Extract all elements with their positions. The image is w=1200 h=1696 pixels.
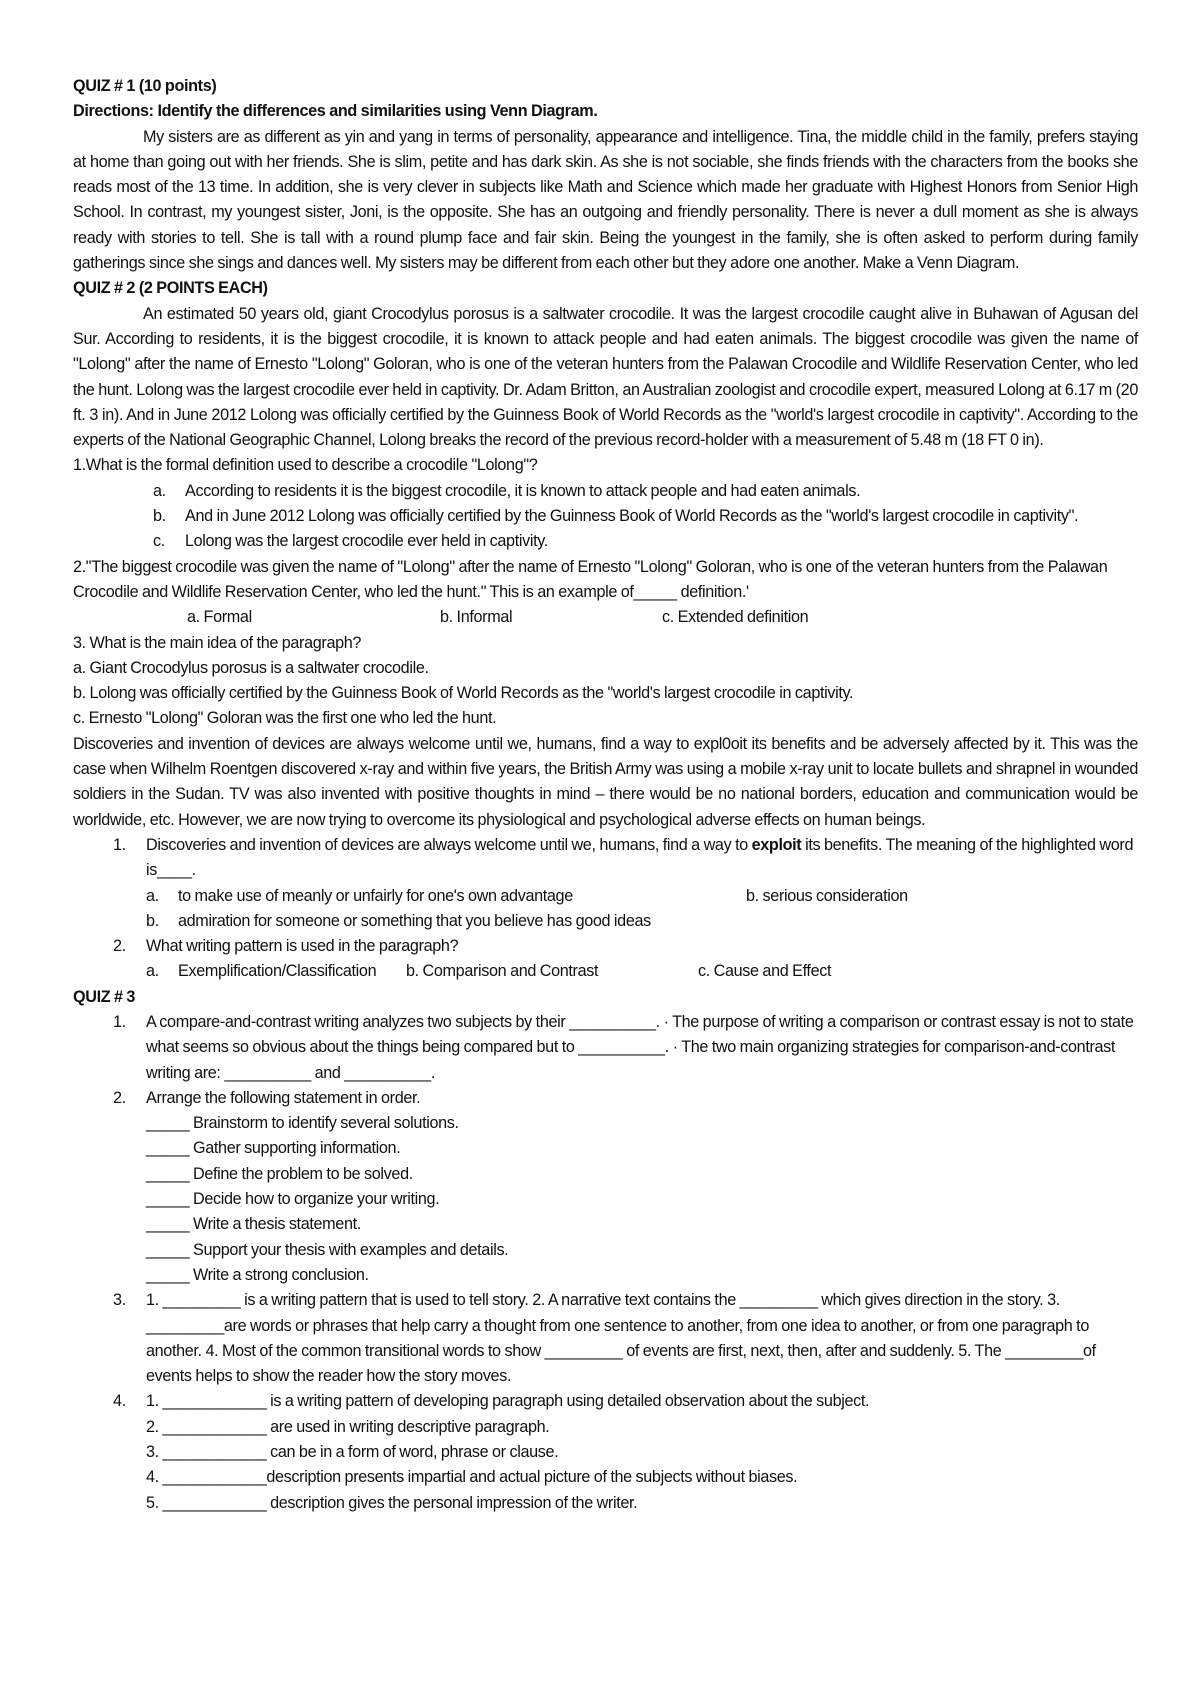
item-text <box>146 833 1138 884</box>
option-text: b. serious consideration <box>746 886 908 905</box>
quiz3-item4 <box>73 1389 1138 1515</box>
item-number: 1. <box>113 1012 126 1031</box>
option-text: According to residents it is the biggest crocodile, it is known to attack people and had eaten animals. <box>185 481 861 500</box>
quiz2-q1-option-b <box>73 504 1138 529</box>
item-text-post: its benefits. The meaning of the highlighted word is____. <box>146 835 1134 880</box>
step-line: _____ Write a strong conclusion. <box>146 1265 369 1284</box>
quiz1-title: QUIZ # 1 (10 points) <box>73 77 217 95</box>
option-label: b. <box>153 507 166 526</box>
quiz2-q3-question: 3. What is the main idea of the paragraph? <box>73 633 362 652</box>
option-text: And in June 2012 Lolong was officially certified by the Guinness Book of World Records as the "world's largest crocodile in captivity". <box>185 507 1079 526</box>
item-number: 2. <box>113 1088 126 1107</box>
item-text-pre: Discoveries and invention of devices are always welcome until we, humans, find a way to <box>146 835 752 854</box>
step-line: _____ Brainstorm to identify several solutions. <box>146 1114 459 1133</box>
quiz2-p2-options <box>73 959 1138 984</box>
item-text: A compare-and-contrast writing analyzes two subjects by their __________. · The purpose of writing a comparison or contrast essay is not to state what seems so obvious about the things being compared but to __________. · The two main organizing strategies for comparison-and-contrast writing are: __________ and __________. <box>146 1012 1134 1082</box>
item-number: 3. <box>113 1291 126 1310</box>
item-body <box>146 1389 869 1515</box>
option-text: admiration for someone or something that you believe has good ideas <box>178 911 651 930</box>
item-text: Arrange the following statement in order. <box>146 1088 421 1107</box>
quiz3-item1 <box>73 1010 1138 1086</box>
quiz2-p1-option-b-row <box>73 909 1138 934</box>
option-label: c. <box>153 532 165 551</box>
quiz2-q1-option-a <box>73 479 1138 504</box>
fill-line: 3. ____________ can be in a form of word, phrase or clause. <box>146 1443 559 1462</box>
quiz2-passage2: Discoveries and invention of devices are always welcome until we, humans, find a way to expl0oit its benefits and be adversely affected by it. This was the case when Wilhelm Roentgen discovered x-ray and within five years, the British Army was using a mobile x-ray unit to locate bullets and shrapnel in wounded soldiers in the Sudan. TV was also invented with positive thoughts in mind – there would be no national borders, education and communication would be worldwide, etc. However, we are now trying to overcome its physiological and psychological adverse effects on human beings. <box>73 734 1138 829</box>
item-number: 2. <box>113 937 126 956</box>
item-number: 4. <box>113 1392 126 1411</box>
quiz2-q3-option-b: b. Lolong was officially certified by the Guinness Book of World Records as the "world's largest crocodile in captivity. <box>73 684 854 703</box>
fill-line: 4. ____________description presents impartial and actual picture of the subjects without biases. <box>146 1468 798 1487</box>
step-line: _____ Write a thesis statement. <box>146 1215 361 1234</box>
option-text: c. Cause and Effect <box>698 962 832 981</box>
quiz2-title: QUIZ # 2 (2 POINTS EACH) <box>73 279 268 298</box>
option-text: Lolong was the largest crocodile ever held in captivity. <box>185 532 548 551</box>
quiz2-q2-option-b: b. Informal <box>440 608 513 627</box>
quiz2-p2 <box>73 934 1138 959</box>
step-line: _____ Support your thesis with examples and details. <box>146 1240 509 1259</box>
option-text: to make use of meanly or unfairly for one's own advantage <box>178 886 573 905</box>
item-number: 1. <box>113 835 126 854</box>
quiz1-directions: Directions: Identify the differences and similarities using Venn Diagram. <box>73 102 598 121</box>
quiz-document <box>73 74 1138 1516</box>
fill-line: 2. ____________ are used in writing descriptive paragraph. <box>146 1417 550 1436</box>
option-label: a. <box>146 886 159 905</box>
quiz2-q3-option-c: c. Ernesto "Lolong" Goloran was the first one who led the hunt. <box>73 709 497 728</box>
option-label: a. <box>153 481 166 500</box>
quiz2-p1-option-a-row <box>73 884 1138 909</box>
option-label: a. <box>146 962 159 981</box>
option-text: Exemplification/Classification <box>178 962 377 981</box>
item-text: 1. _________ is a writing pattern that is used to tell story. 2. A narrative text contains the _________ which gives direction in the story. 3. _________are words or phrases that help carry a thought from one sentence to another, from one idea to another, or from one paragraph to another. 4. Most of the common transitional words to show _________ of events are first, next, then, after and suddenly. 5. The _________of events helps to show the reader how the story moves. <box>146 1291 1096 1386</box>
quiz2-q1-option-c <box>73 529 1138 554</box>
fill-line: 5. ____________ description gives the personal impression of the writer. <box>146 1493 638 1512</box>
quiz2-q3-option-a: a. Giant Crocodylus porosus is a saltwater crocodile. <box>73 658 429 677</box>
quiz1-passage: My sisters are as different as yin and yang in terms of personality, appearance and intelligence. Tina, the middle child in the family, prefers staying at home than going out with her friends. She is slim, petite and has dark skin. As she is not sociable, she finds friends with the characters from the books she reads most of the 13 time. In addition, she is very clever in subjects like Math and Science which made her graduate with Highest Honors from Senior High School. In contrast, my youngest sister, Joni, is the opposite. She has an outgoing and friendly personality. There is never a dull moment as she is always ready with stories to tell. She is tall with a round plump face and fair skin. Being the youngest in the family, she is often asked to perform during family gatherings since she sings and dances well. My sisters may be different from each other but they adore one another. Make a Venn Diagram. <box>73 127 1138 273</box>
step-line: _____ Decide how to organize your writing. <box>146 1190 440 1209</box>
quiz2-q2-option-a: a. Formal <box>187 608 252 627</box>
item-body <box>146 1086 508 1288</box>
option-text: b. Comparison and Contrast <box>406 962 599 981</box>
highlighted-word: exploit <box>751 835 802 854</box>
step-line: _____ Gather supporting information. <box>146 1139 401 1158</box>
quiz2-q2-question: 2."The biggest crocodile was given the name of "Lolong" after the name of Ernesto "Lolong" Goloran, who is one of the veteran hunters from the Palawan Crocodile and Wildlife Reservation Center, who led the hunt." This is an example of_____ definition.' <box>73 557 1108 601</box>
quiz2-passage: An estimated 50 years old, giant Crocodylus porosus is a saltwater crocodile. It was the largest crocodile caught alive in Buhawan of Agusan del Sur. According to residents, it is the biggest crocodile, it is known to attack people and had eaten animals. The biggest crocodile was given the name of "Lolong" after the name of Ernesto "Lolong" Goloran, who is one of the veteran hunters from the Palawan Crocodile and Wildlife Reservation Center, who led the hunt. Lolong was the largest crocodile ever held in captivity. Dr. Adam Britton, an Australian zoologist and crocodile expert, measured Lolong at 6.17 m (20 ft. 3 in). And in June 2012 Lolong was officially certified by the Guinness Book of World Records as the "world's largest crocodile in captivity". According to the experts of the National Geographic Channel, Lolong breaks the record of the previous record-holder with a measurement of 5.48 m (18 FT 0 in). <box>73 304 1138 450</box>
quiz2-p1 <box>73 833 1138 884</box>
quiz3-title: QUIZ # 3 <box>73 987 136 1006</box>
item-text: What writing pattern is used in the paragraph? <box>146 937 459 956</box>
fill-line: 1. ____________ is a writing pattern of developing paragraph using detailed observation about the subject. <box>146 1392 870 1411</box>
step-line: _____ Define the problem to be solved. <box>146 1164 413 1183</box>
quiz3-item3 <box>73 1288 1138 1389</box>
quiz2-q1-question: 1.What is the formal definition used to describe a crocodile "Lolong"? <box>73 456 538 475</box>
quiz3-item2 <box>73 1086 1138 1288</box>
quiz2-q2-options <box>73 605 1138 630</box>
quiz2-q2-option-c: c. Extended definition <box>662 608 809 627</box>
option-label: b. <box>146 911 159 930</box>
